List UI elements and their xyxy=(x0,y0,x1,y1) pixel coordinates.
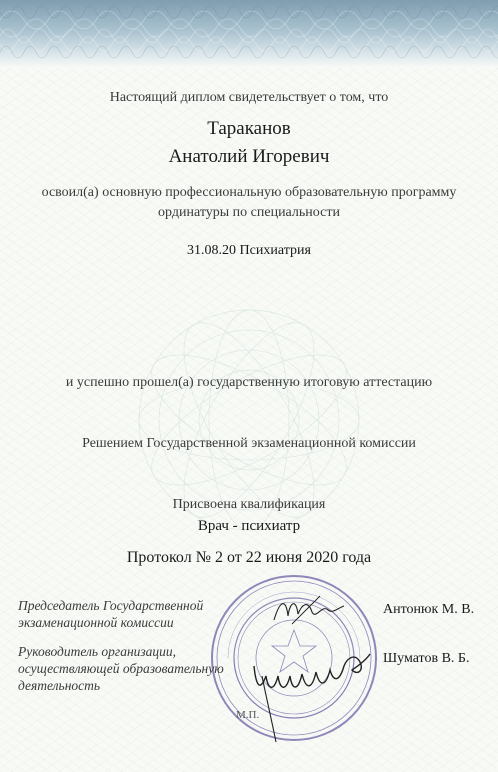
head-name: Шуматов В. Б. xyxy=(383,651,470,666)
specialty: 31.08.20 Психиатрия xyxy=(187,243,311,258)
commission-decision: Решением Государственной экзаменационной комиссии xyxy=(82,436,416,451)
program-statement-line1: освоил(а) основную профессиональную образовательную программу xyxy=(41,185,457,200)
decorative-header-band xyxy=(0,0,498,68)
guilloche-pattern xyxy=(0,0,498,68)
diploma-intro: Настоящий диплом свидетельствует о том, что xyxy=(109,90,389,105)
graduate-given-names: Анатолий Игоревич xyxy=(168,146,330,167)
official-stamp xyxy=(208,572,380,744)
chair-name: Антонюк М. В. xyxy=(383,602,475,617)
qualification: Врач - психиатр xyxy=(197,518,301,534)
protocol-line: Протокол № 2 от 22 июня 2020 года xyxy=(126,549,372,566)
program-statement-line2: ординатуры по специальности xyxy=(158,205,340,220)
stamp-place-mark: М.П. xyxy=(236,709,260,721)
attestation-statement: и успешно прошел(а) государственную итоговую аттестацию xyxy=(65,375,433,390)
head-label: Руководитель организации, осуществляющей образовательную деятельность xyxy=(18,644,224,693)
qualification-label: Присвоена квалификация xyxy=(172,497,326,512)
chair-label: Председатель Государственной экзаменационной комиссии xyxy=(18,598,204,630)
graduate-surname: Тараканов xyxy=(207,118,291,139)
